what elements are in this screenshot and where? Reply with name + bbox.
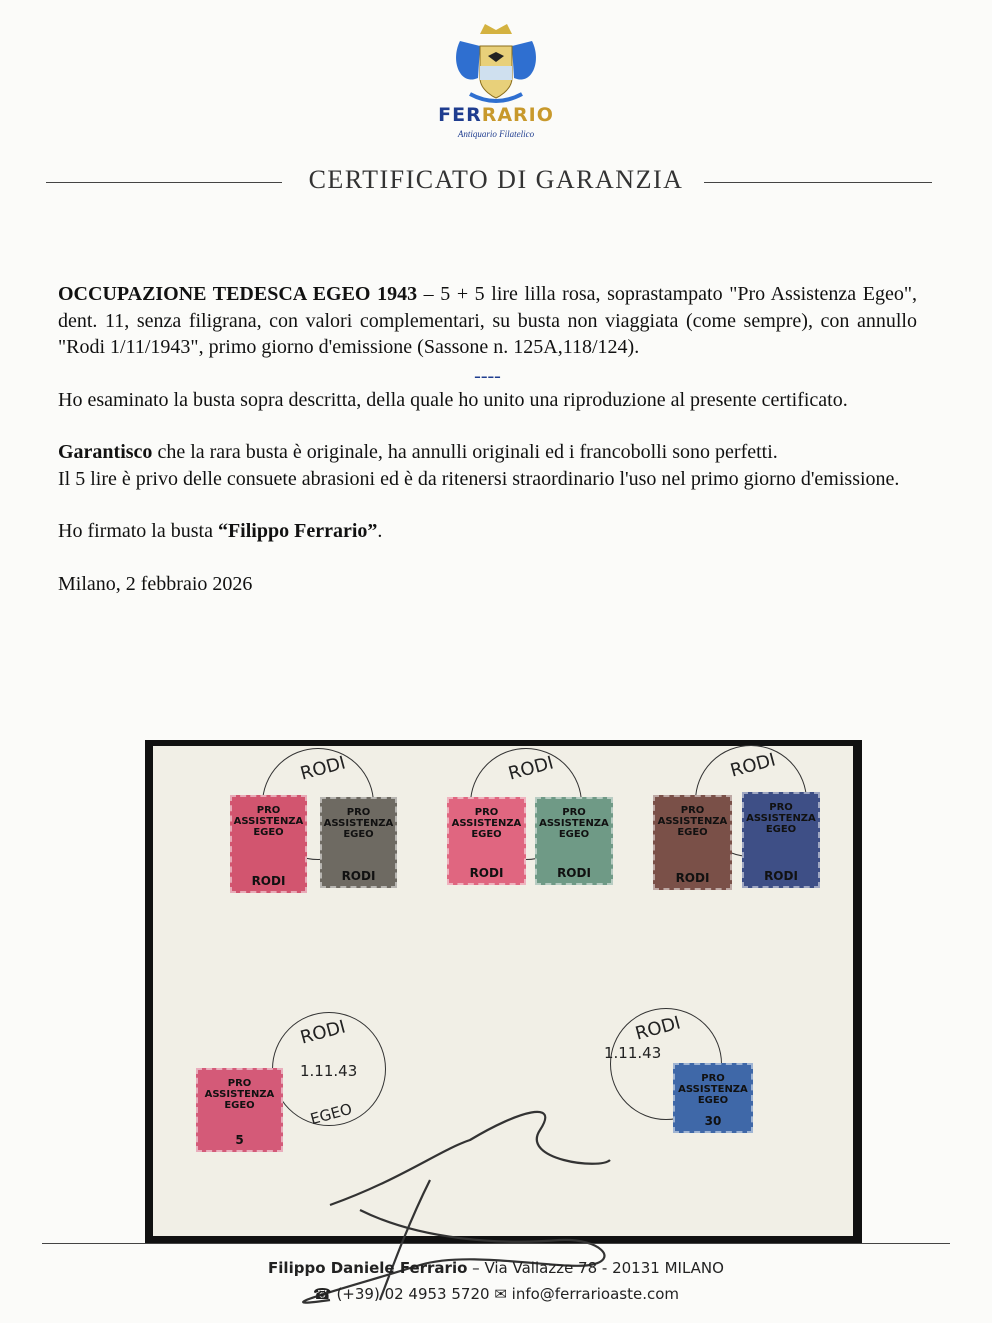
stamp-label: RODI — [251, 874, 286, 888]
stamp — [230, 795, 307, 893]
mail-icon: ✉ — [494, 1285, 512, 1303]
guarantee-paragraph — [58, 439, 917, 492]
footer-contact — [0, 1285, 992, 1303]
stamp-label: RODI — [341, 869, 376, 883]
guarantee-heading: Garantisco — [58, 441, 153, 463]
description-text: – 5 + 5 lire lilla rosa, soprastampato "Pro Assistenza Egeo", dent. 11, senza filigrana, con valori complementari, su busta non viaggiata (come sempre), con annullo "Rodi 1/11/1943", primo giorno d'emissione (Sassone n. 125A,118/124). — [58, 283, 917, 358]
stamp-overprint: PRO ASSISTENZA EGEO — [204, 1078, 275, 1111]
place-date: Milano, 2 febbraio 2026 — [58, 572, 253, 595]
stamp — [535, 797, 613, 885]
stamp — [447, 797, 526, 885]
logo-rario: RARIO — [481, 104, 554, 126]
stamp — [673, 1063, 753, 1133]
stamp-overprint: PRO ASSISTENZA EGEO — [657, 805, 728, 838]
postmark-text: RODI — [633, 1012, 683, 1045]
postmark-lower: EGEO — [308, 1099, 354, 1129]
stamp-label: RODI — [469, 866, 504, 880]
signature-name: “Filippo Ferrario” — [217, 520, 378, 542]
logo-wordmark — [0, 104, 992, 126]
stamp — [653, 795, 732, 890]
signature-text: Ho firmato la busta — [58, 520, 218, 542]
guarantee-note: Il 5 lire è privo delle consuete abrasioni ed è da ritenersi straordinario l'uso nel primo giorno d'emissione. — [58, 467, 900, 490]
footer-phone: (+39) 02 4953 5720 — [336, 1285, 490, 1303]
separator: ---- — [474, 364, 501, 387]
stamp-label: 5 — [235, 1133, 244, 1147]
postmark-date: 1.11.43 — [300, 1062, 358, 1080]
logo-fer: FER — [438, 104, 482, 126]
postmark-text: RODI — [506, 752, 556, 785]
stamp — [742, 792, 820, 888]
stamp-overprint: PRO ASSISTENZA EGEO — [539, 807, 609, 840]
stamp-label: RODI — [675, 871, 710, 885]
stamp — [196, 1068, 283, 1152]
footer-rule — [42, 1243, 950, 1244]
footer-address — [0, 1259, 992, 1277]
certificate-body — [58, 281, 917, 623]
postmark-text: RODI — [298, 752, 348, 785]
stamp-label: 30 — [704, 1114, 722, 1128]
stamp-overprint: PRO ASSISTENZA EGEO — [451, 807, 522, 840]
stamp-overprint: PRO ASSISTENZA EGEO — [233, 805, 304, 838]
footer-email[interactable]: info@ferrarioaste.com — [511, 1285, 680, 1303]
guarantee-text: che la rara busta è originale, ha annulli originali ed i francobolli sono perfetti. — [152, 441, 778, 463]
examination-paragraph: Ho esaminato la busta sopra descritta, della quale ho unito una riproduzione al presente certificato. — [58, 388, 848, 411]
stamp-overprint: PRO ASSISTENZA EGEO — [323, 807, 394, 840]
logo-subtitle: Antiquario Filatelico — [457, 129, 535, 139]
postmark-text: RODI — [728, 749, 778, 782]
description-heading: OCCUPAZIONE TEDESCA EGEO 1943 — [58, 283, 418, 305]
stamp-overprint: PRO ASSISTENZA EGEO — [746, 802, 816, 835]
stamp — [320, 797, 397, 888]
coat-of-arms-logo — [450, 16, 542, 106]
description-paragraph — [58, 281, 917, 361]
stamp-label: RODI — [764, 869, 798, 883]
certificate-title: CERTIFICATO DI GARANZIA — [308, 165, 684, 194]
stamp-label: RODI — [557, 866, 591, 880]
signature-end: . — [377, 520, 383, 542]
title-rule-right — [704, 182, 932, 183]
footer-name: Filippo Daniele Ferrario — [268, 1259, 468, 1277]
footer-street: – Via Vallazze 78 - 20131 MILANO — [467, 1259, 724, 1277]
postmark-date: 1.11.43 — [604, 1044, 662, 1062]
stamp-overprint: PRO ASSISTENZA EGEO — [678, 1073, 748, 1106]
postmark-text: RODI — [298, 1016, 348, 1049]
signature-paragraph — [58, 518, 917, 545]
phone-icon: ☎ — [312, 1285, 337, 1303]
